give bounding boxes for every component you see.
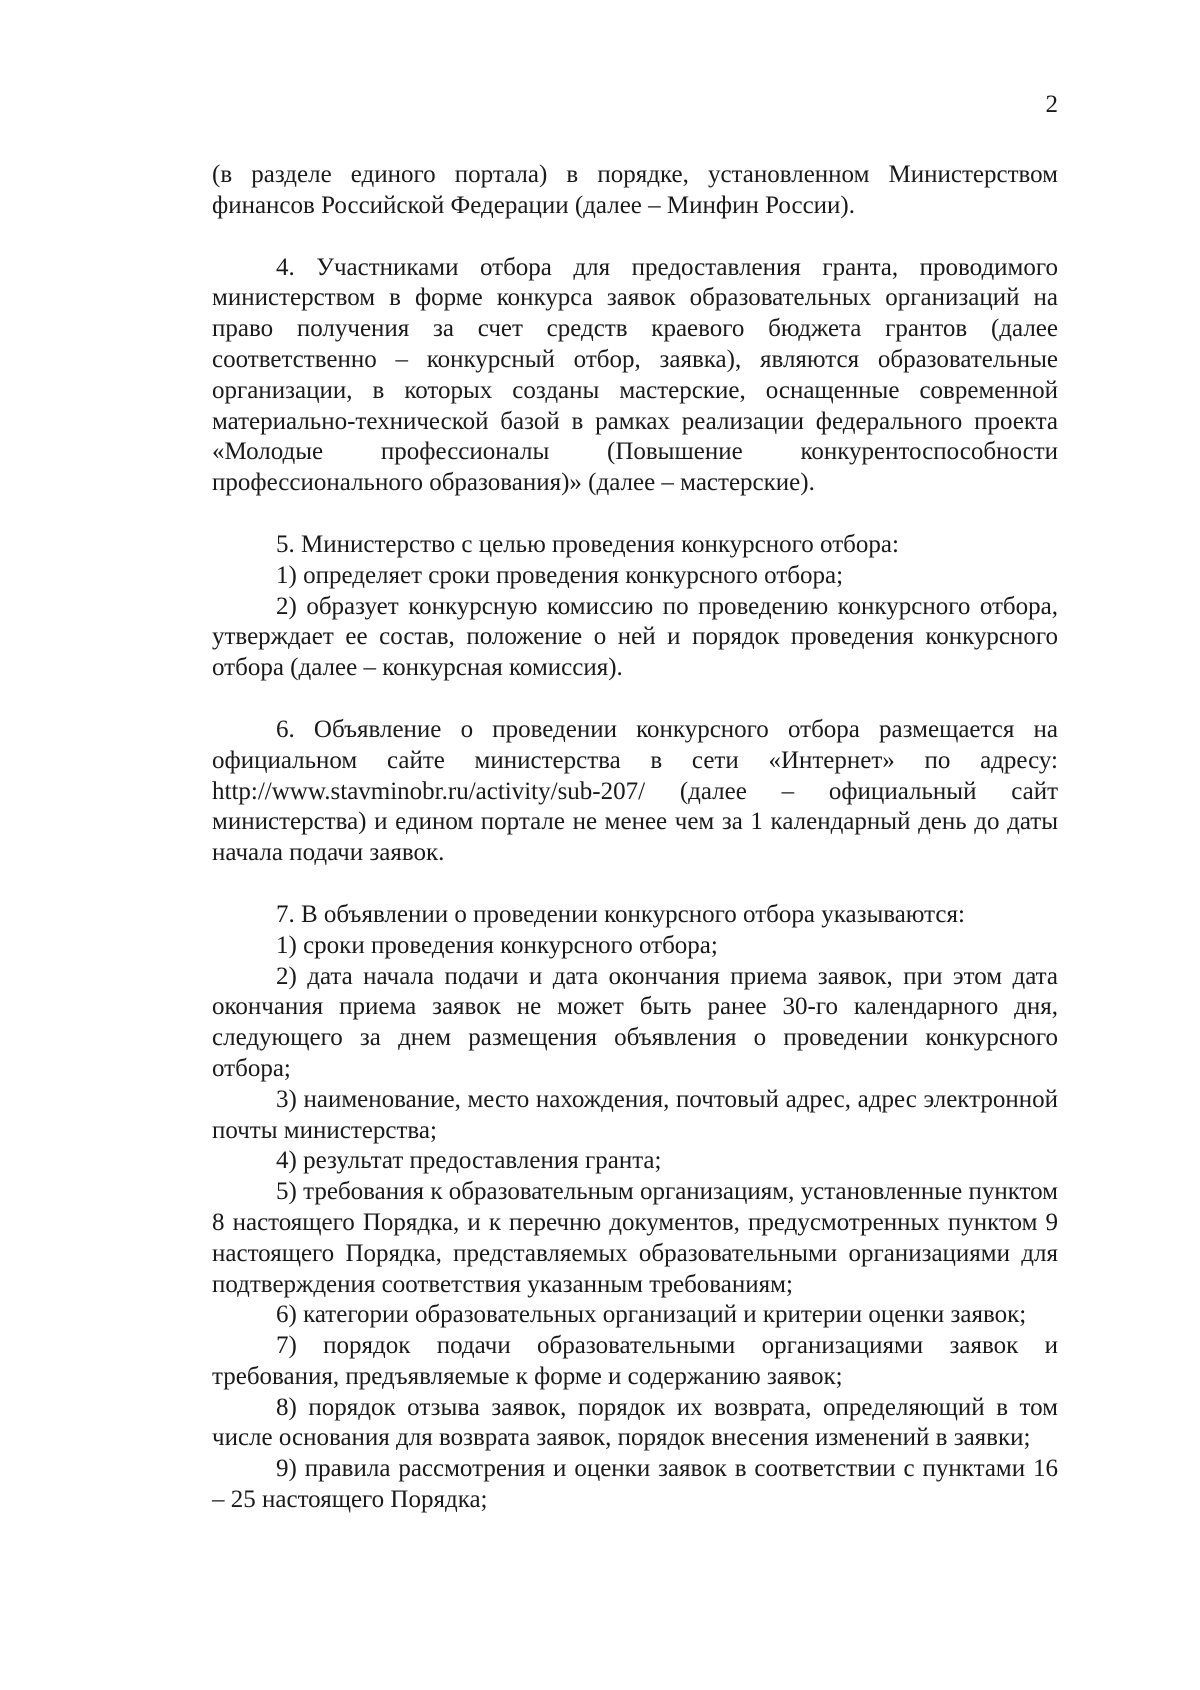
page-number: 2 <box>1045 91 1058 118</box>
document-body <box>212 160 1058 1516</box>
paragraph-item-7-5: 5) требования к образовательным организациям, установленные пунктом 8 настоящего Порядка, и к перечню документов, предусмотренных пунктом 9 настоящего Порядка, представляемых образовательными организациями для подтверждения соответствия указанным требованиям; <box>212 1178 1058 1298</box>
paragraph-item-7-2: 2) дата начала подачи и дата окончания приема заявок, при этом дата окончания приема заявок не может быть ранее 30-го календарного дня, следующего за днем размещения объявления о проведении конкурсного отбора; <box>212 962 1058 1082</box>
paragraph-item-7-7: 7) порядок подачи образовательными организациями заявок и требования, предъявляемые к форме и содержанию заявок; <box>212 1332 1058 1390</box>
paragraph-item-4: 4. Участниками отбора для предоставления гранта, проводимого министерством в форме конкурса заявок образовательных организаций на право получения за счет средств краевого бюджета грантов (далее соответственно – конкурсный отбор, заявка), являются образовательные организации, в которых созданы мастерские, оснащенные современной материально-технической базой в рамках реализации федерального проекта «Молодые профессионалы (Повышение конкурентоспособности профессионального образования)» (далее – мастерские). <box>212 253 1058 497</box>
paragraph-continuation: (в разделе единого портала) в порядке, установленном Министерством финансов Российской Федерации (далее – Минфин России). <box>212 161 1058 219</box>
paragraph-item-7-1: 1) сроки проведения конкурсного отбора; <box>276 931 718 959</box>
paragraph-item-7-4: 4) результат предоставления гранта; <box>276 1147 662 1175</box>
paragraph-item-5: 5. Министерство с целью проведения конкурсного отбора: <box>276 530 899 558</box>
paragraph-item-5-1: 1) определяет сроки проведения конкурсного отбора; <box>276 561 844 589</box>
paragraph-item-6: 6. Объявление о проведении конкурсного отбора размещается на официальном сайте министерства в сети «Интернет» по адресу: http://www.stavminobr.ru/activity/sub-207/ (далее – официальный сайт министерства) и едином портале не менее чем за 1 календарный день до даты начала подачи заявок. <box>212 715 1058 867</box>
paragraph-item-7-9: 9) правила рассмотрения и оценки заявок в соответствии с пунктами 16 – 25 настоящего Порядка; <box>212 1455 1058 1514</box>
paragraph-item-7: 7. В объявлении о проведении конкурсного отбора указываются: <box>276 900 965 928</box>
paragraph-item-7-8: 8) порядок отзыва заявок, порядок их возврата, определяющий в том числе основания для возврата заявок, порядок внесения изменений в заявки; <box>212 1393 1058 1452</box>
paragraph-item-7-6: 6) категории образовательных организаций и критерии оценки заявок; <box>276 1301 1027 1329</box>
paragraph-item-5-2: 2) образует конкурсную комиссию по проведению конкурсного отбора, утверждает ее состав, положение о ней и порядок проведения конкурсного отбора (далее – конкурсная комиссия). <box>212 592 1058 682</box>
paragraph-item-7-3: 3) наименование, место нахождения, почтовый адрес, адрес электронной почты министерства; <box>212 1085 1058 1144</box>
